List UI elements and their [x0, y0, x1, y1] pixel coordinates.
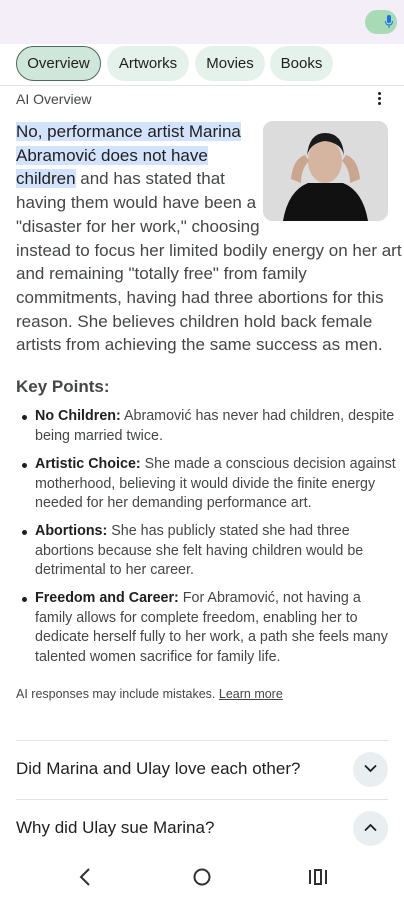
- key-point-label: No Children:: [35, 408, 121, 424]
- divider: [0, 85, 404, 86]
- answer-line: "disaster for her work," choosing: [16, 216, 260, 236]
- tab-label: Overview: [27, 55, 90, 72]
- answer-highlight: No, performance artist Marina: [16, 122, 241, 141]
- question-text: Did Marina and Ulay love each other?: [16, 759, 301, 778]
- recents-button[interactable]: [308, 866, 328, 893]
- tab-artworks[interactable]: [107, 46, 189, 81]
- tab-books[interactable]: [270, 46, 333, 81]
- key-point-text: abortions because she felt having children would be: [35, 542, 364, 559]
- answer-line: artists from achieving the same success as men.: [16, 335, 383, 355]
- tab-label: Books: [280, 55, 323, 72]
- tab-movies[interactable]: [195, 46, 265, 81]
- answer-line: reason. She believes children hold back female: [16, 311, 373, 331]
- bullet-dot: [22, 597, 27, 602]
- ai-overview-title: AI Overview: [16, 91, 92, 107]
- key-point-text: She has publicly stated she had three: [107, 523, 350, 539]
- answer-line: [16, 144, 402, 168]
- chevron-up-icon: [364, 823, 377, 832]
- answer-line: having them would have been a: [16, 193, 257, 213]
- key-point-text: detrimental to her career.: [35, 562, 194, 578]
- key-point-text: Abramović has never had children, despite: [120, 408, 395, 424]
- key-point-text: For Abramović, not having a: [178, 590, 361, 606]
- mic-button[interactable]: [365, 10, 397, 34]
- recents-icon: [308, 866, 328, 888]
- key-point-text: dedicate herself fully to her work, a path she feels many: [35, 629, 388, 645]
- learn-more-link[interactable]: Learn more: [218, 687, 283, 701]
- system-nav-bar: [0, 858, 404, 900]
- key-point-text: talented women sacrifice for family life.: [35, 648, 281, 665]
- disclaimer-text: AI responses may include mistakes.: [16, 687, 219, 701]
- key-points-title: Key Points:: [16, 377, 110, 396]
- tab-bar: [0, 44, 404, 84]
- related-question[interactable]: [0, 800, 404, 858]
- back-button[interactable]: [78, 866, 92, 893]
- key-point-label: Freedom and Career:: [35, 590, 179, 606]
- disclaimer: [16, 687, 283, 701]
- bullet-dot: [22, 415, 27, 420]
- bullet-dot: [22, 463, 27, 468]
- key-point-label: Artistic Choice:: [35, 456, 141, 472]
- key-point-text: She made a conscious decision against: [140, 456, 396, 472]
- answer-line: [16, 167, 402, 191]
- mic-icon: [385, 15, 393, 29]
- tab-overview[interactable]: [16, 46, 101, 81]
- home-button[interactable]: [192, 866, 212, 893]
- answer-line: commitments, having had three abortions for this: [16, 287, 384, 307]
- key-point-text: family allows for complete freedom, enabling her to: [35, 609, 358, 626]
- tab-label: Artworks: [118, 55, 178, 72]
- key-point-text: being married twice.: [35, 427, 163, 444]
- answer-line: and remaining "totally free" from family: [16, 264, 307, 284]
- expand-button[interactable]: [353, 752, 388, 787]
- back-icon: [78, 866, 92, 888]
- answer-highlight: children: [16, 169, 76, 189]
- answer-line: instead to focus her limited bodily energy on her art: [16, 240, 402, 260]
- answer-highlight: Abramović does not have: [16, 145, 208, 165]
- collapse-button[interactable]: [353, 811, 388, 846]
- answer-text: and has stated that: [75, 169, 225, 189]
- key-point-label: Abortions:: [35, 523, 108, 539]
- key-point-text: motherhood, believing it would divide the finite energy: [35, 475, 376, 492]
- question-text: Why did Ulay sue Marina?: [16, 818, 215, 837]
- answer-line: [16, 120, 402, 144]
- tab-label: Movies: [206, 55, 254, 72]
- home-icon: [192, 866, 212, 888]
- bullet-dot: [22, 530, 27, 535]
- key-point-text: needed for her demanding performance art.: [35, 495, 312, 511]
- chevron-down-icon: [364, 764, 377, 773]
- related-question[interactable]: [0, 741, 404, 799]
- ai-answer: [16, 120, 402, 357]
- top-bar: [0, 0, 404, 44]
- more-vert-icon[interactable]: [372, 92, 386, 108]
